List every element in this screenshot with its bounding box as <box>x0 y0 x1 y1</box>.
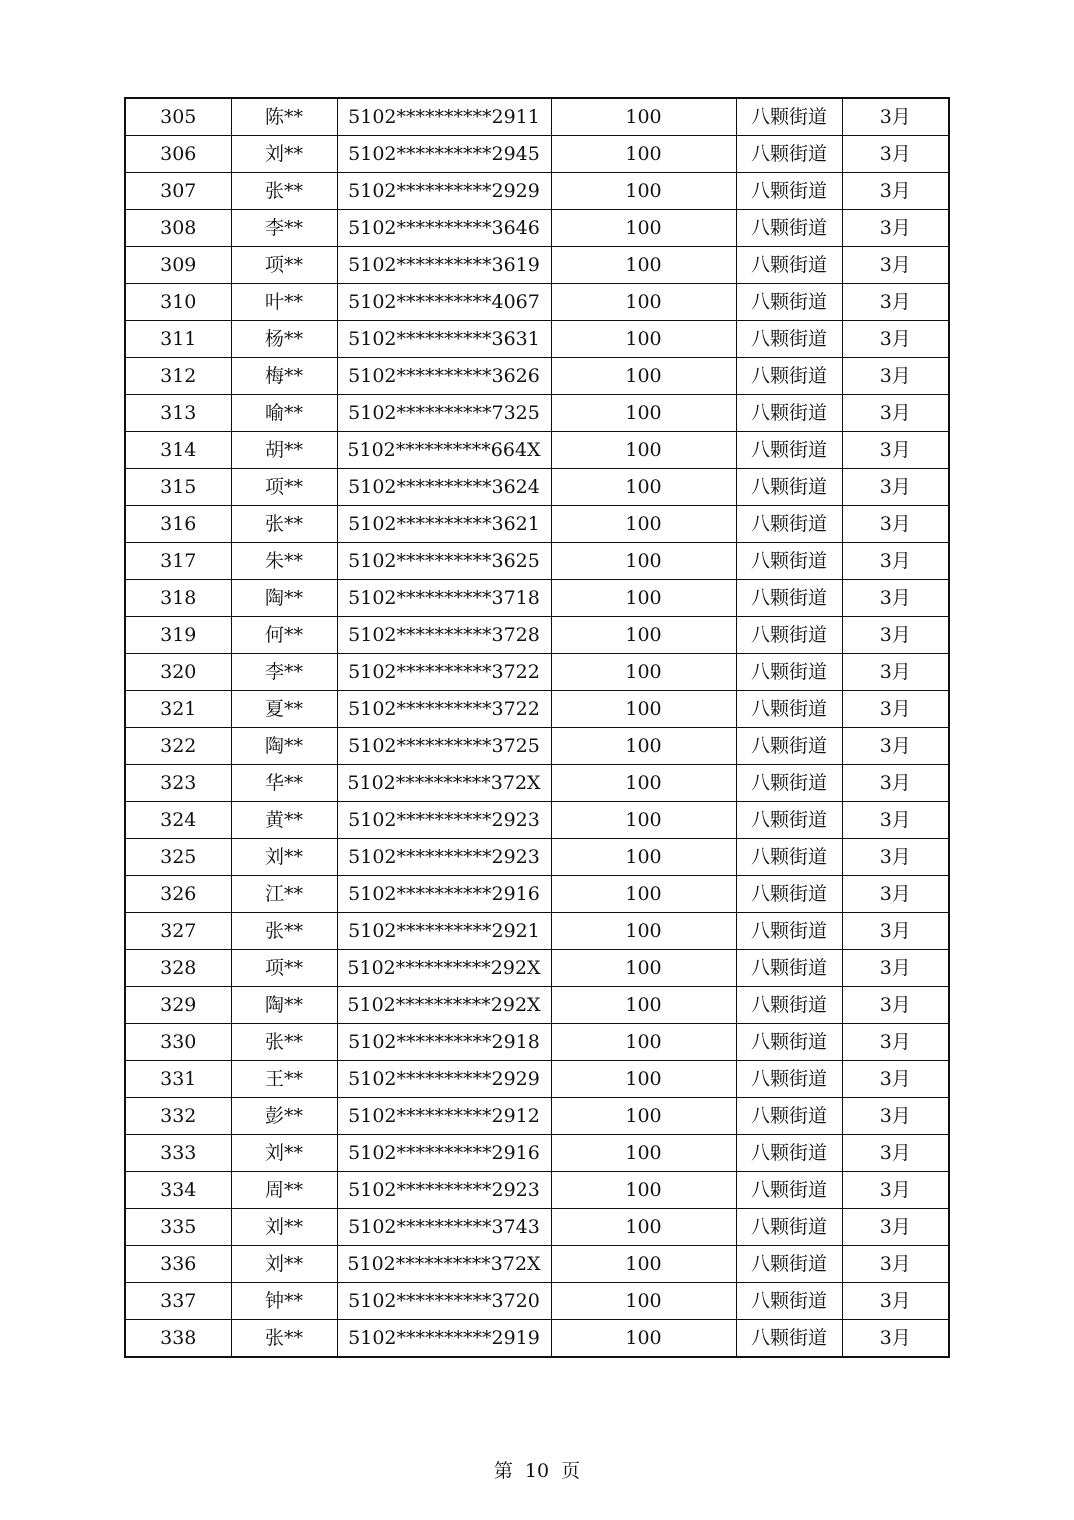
table-row <box>125 839 949 876</box>
serial-number-cell: 336 <box>125 1246 231 1283</box>
table-row <box>125 1320 949 1358</box>
table-row <box>125 1061 949 1098</box>
amount-cell: 100 <box>551 432 736 469</box>
name-cell: 夏** <box>231 691 337 728</box>
table-row <box>125 173 949 210</box>
name-cell: 陶** <box>231 580 337 617</box>
id-number-cell: 5102**********2916 <box>337 876 551 913</box>
table-row <box>125 950 949 987</box>
id-number-cell: 5102**********3722 <box>337 654 551 691</box>
street-cell: 八颗街道 <box>736 1135 842 1172</box>
name-cell: 杨** <box>231 321 337 358</box>
amount-cell: 100 <box>551 1172 736 1209</box>
name-cell: 江** <box>231 876 337 913</box>
name-cell: 项** <box>231 950 337 987</box>
street-cell: 八颗街道 <box>736 802 842 839</box>
serial-number-cell: 320 <box>125 654 231 691</box>
serial-number-cell: 338 <box>125 1320 231 1358</box>
id-number-cell: 5102**********3626 <box>337 358 551 395</box>
table-row <box>125 284 949 321</box>
name-cell: 陈** <box>231 98 337 136</box>
month-cell: 3月 <box>842 210 949 247</box>
street-cell: 八颗街道 <box>736 173 842 210</box>
serial-number-cell: 325 <box>125 839 231 876</box>
street-cell: 八颗街道 <box>736 1098 842 1135</box>
serial-number-cell: 316 <box>125 506 231 543</box>
amount-cell: 100 <box>551 469 736 506</box>
month-cell: 3月 <box>842 691 949 728</box>
table-row <box>125 469 949 506</box>
table-row <box>125 1098 949 1135</box>
table-row <box>125 210 949 247</box>
table-row <box>125 654 949 691</box>
amount-cell: 100 <box>551 543 736 580</box>
id-number-cell: 5102**********292X <box>337 950 551 987</box>
id-number-cell: 5102**********2945 <box>337 136 551 173</box>
table-row <box>125 617 949 654</box>
table-row <box>125 1024 949 1061</box>
month-cell: 3月 <box>842 543 949 580</box>
id-number-cell: 5102**********2916 <box>337 1135 551 1172</box>
month-cell: 3月 <box>842 876 949 913</box>
id-number-cell: 5102**********3646 <box>337 210 551 247</box>
id-number-cell: 5102**********3718 <box>337 580 551 617</box>
amount-cell: 100 <box>551 839 736 876</box>
serial-number-cell: 337 <box>125 1283 231 1320</box>
street-cell: 八颗街道 <box>736 284 842 321</box>
amount-cell: 100 <box>551 728 736 765</box>
table-row <box>125 358 949 395</box>
serial-number-cell: 334 <box>125 1172 231 1209</box>
name-cell: 叶** <box>231 284 337 321</box>
serial-number-cell: 331 <box>125 1061 231 1098</box>
amount-cell: 100 <box>551 284 736 321</box>
street-cell: 八颗街道 <box>736 1320 842 1358</box>
name-cell: 王** <box>231 1061 337 1098</box>
month-cell: 3月 <box>842 432 949 469</box>
id-number-cell: 5102**********2923 <box>337 1172 551 1209</box>
serial-number-cell: 328 <box>125 950 231 987</box>
amount-cell: 100 <box>551 1098 736 1135</box>
street-cell: 八颗街道 <box>736 617 842 654</box>
name-cell: 刘** <box>231 1246 337 1283</box>
name-cell: 张** <box>231 1320 337 1358</box>
month-cell: 3月 <box>842 654 949 691</box>
id-number-cell: 5102**********2911 <box>337 98 551 136</box>
table-row <box>125 1135 949 1172</box>
street-cell: 八颗街道 <box>736 654 842 691</box>
id-number-cell: 5102**********3621 <box>337 506 551 543</box>
id-number-cell: 5102**********3725 <box>337 728 551 765</box>
month-cell: 3月 <box>842 1061 949 1098</box>
table-row <box>125 506 949 543</box>
month-cell: 3月 <box>842 1320 949 1358</box>
serial-number-cell: 307 <box>125 173 231 210</box>
month-cell: 3月 <box>842 98 949 136</box>
serial-number-cell: 313 <box>125 395 231 432</box>
month-cell: 3月 <box>842 1246 949 1283</box>
amount-cell: 100 <box>551 876 736 913</box>
month-cell: 3月 <box>842 987 949 1024</box>
table-row <box>125 1172 949 1209</box>
street-cell: 八颗街道 <box>736 395 842 432</box>
serial-number-cell: 329 <box>125 987 231 1024</box>
month-cell: 3月 <box>842 469 949 506</box>
amount-cell: 100 <box>551 691 736 728</box>
month-cell: 3月 <box>842 950 949 987</box>
month-cell: 3月 <box>842 1098 949 1135</box>
street-cell: 八颗街道 <box>736 1283 842 1320</box>
id-number-cell: 5102**********2912 <box>337 1098 551 1135</box>
street-cell: 八颗街道 <box>736 950 842 987</box>
record-table-body <box>125 98 949 1357</box>
street-cell: 八颗街道 <box>736 728 842 765</box>
page-number: 10 <box>524 1460 550 1482</box>
amount-cell: 100 <box>551 913 736 950</box>
id-number-cell: 5102**********3631 <box>337 321 551 358</box>
month-cell: 3月 <box>842 617 949 654</box>
street-cell: 八颗街道 <box>736 1061 842 1098</box>
name-cell: 彭** <box>231 1098 337 1135</box>
name-cell: 项** <box>231 247 337 284</box>
serial-number-cell: 321 <box>125 691 231 728</box>
table-row <box>125 876 949 913</box>
street-cell: 八颗街道 <box>736 839 842 876</box>
amount-cell: 100 <box>551 765 736 802</box>
id-number-cell: 5102**********3720 <box>337 1283 551 1320</box>
serial-number-cell: 318 <box>125 580 231 617</box>
street-cell: 八颗街道 <box>736 210 842 247</box>
month-cell: 3月 <box>842 136 949 173</box>
id-number-cell: 5102**********372X <box>337 765 551 802</box>
serial-number-cell: 322 <box>125 728 231 765</box>
name-cell: 黄** <box>231 802 337 839</box>
id-number-cell: 5102**********3624 <box>337 469 551 506</box>
amount-cell: 100 <box>551 395 736 432</box>
amount-cell: 100 <box>551 1246 736 1283</box>
street-cell: 八颗街道 <box>736 1024 842 1061</box>
id-number-cell: 5102**********2921 <box>337 913 551 950</box>
amount-cell: 100 <box>551 210 736 247</box>
serial-number-cell: 332 <box>125 1098 231 1135</box>
month-cell: 3月 <box>842 321 949 358</box>
name-cell: 喻** <box>231 395 337 432</box>
amount-cell: 100 <box>551 1283 736 1320</box>
id-number-cell: 5102**********3722 <box>337 691 551 728</box>
street-cell: 八颗街道 <box>736 987 842 1024</box>
amount-cell: 100 <box>551 802 736 839</box>
month-cell: 3月 <box>842 802 949 839</box>
table-row <box>125 543 949 580</box>
amount-cell: 100 <box>551 173 736 210</box>
serial-number-cell: 309 <box>125 247 231 284</box>
name-cell: 张** <box>231 506 337 543</box>
amount-cell: 100 <box>551 580 736 617</box>
name-cell: 刘** <box>231 1135 337 1172</box>
id-number-cell: 5102**********3743 <box>337 1209 551 1246</box>
name-cell: 何** <box>231 617 337 654</box>
amount-cell: 100 <box>551 247 736 284</box>
month-cell: 3月 <box>842 1024 949 1061</box>
amount-cell: 100 <box>551 136 736 173</box>
page-footer-prefix: 第 <box>493 1460 513 1482</box>
month-cell: 3月 <box>842 1172 949 1209</box>
serial-number-cell: 324 <box>125 802 231 839</box>
serial-number-cell: 333 <box>125 1135 231 1172</box>
table-row <box>125 1209 949 1246</box>
serial-number-cell: 308 <box>125 210 231 247</box>
street-cell: 八颗街道 <box>736 1172 842 1209</box>
id-number-cell: 5102**********2923 <box>337 802 551 839</box>
id-number-cell: 5102**********2923 <box>337 839 551 876</box>
month-cell: 3月 <box>842 284 949 321</box>
table-row <box>125 136 949 173</box>
name-cell: 钟** <box>231 1283 337 1320</box>
id-number-cell: 5102**********292X <box>337 987 551 1024</box>
street-cell: 八颗街道 <box>736 432 842 469</box>
name-cell: 朱** <box>231 543 337 580</box>
table-row <box>125 802 949 839</box>
id-number-cell: 5102**********4067 <box>337 284 551 321</box>
page-footer-suffix: 页 <box>561 1460 581 1482</box>
id-number-cell: 5102**********3619 <box>337 247 551 284</box>
serial-number-cell: 312 <box>125 358 231 395</box>
month-cell: 3月 <box>842 728 949 765</box>
serial-number-cell: 319 <box>125 617 231 654</box>
page-footer <box>0 1456 1074 1483</box>
record-table <box>124 97 950 1358</box>
amount-cell: 100 <box>551 1024 736 1061</box>
serial-number-cell: 335 <box>125 1209 231 1246</box>
serial-number-cell: 311 <box>125 321 231 358</box>
name-cell: 周** <box>231 1172 337 1209</box>
street-cell: 八颗街道 <box>736 506 842 543</box>
table-row <box>125 728 949 765</box>
table-row <box>125 987 949 1024</box>
street-cell: 八颗街道 <box>736 1246 842 1283</box>
name-cell: 项** <box>231 469 337 506</box>
serial-number-cell: 323 <box>125 765 231 802</box>
id-number-cell: 5102**********7325 <box>337 395 551 432</box>
amount-cell: 100 <box>551 506 736 543</box>
street-cell: 八颗街道 <box>736 580 842 617</box>
table-row <box>125 98 949 136</box>
table-row <box>125 580 949 617</box>
table-row <box>125 321 949 358</box>
street-cell: 八颗街道 <box>736 691 842 728</box>
month-cell: 3月 <box>842 1209 949 1246</box>
amount-cell: 100 <box>551 987 736 1024</box>
table-row <box>125 395 949 432</box>
serial-number-cell: 327 <box>125 913 231 950</box>
id-number-cell: 5102**********2919 <box>337 1320 551 1358</box>
table-row <box>125 913 949 950</box>
name-cell: 张** <box>231 173 337 210</box>
table-row <box>125 1246 949 1283</box>
serial-number-cell: 315 <box>125 469 231 506</box>
id-number-cell: 5102**********2929 <box>337 173 551 210</box>
street-cell: 八颗街道 <box>736 913 842 950</box>
id-number-cell: 5102**********3728 <box>337 617 551 654</box>
month-cell: 3月 <box>842 173 949 210</box>
month-cell: 3月 <box>842 580 949 617</box>
table-row <box>125 1283 949 1320</box>
street-cell: 八颗街道 <box>736 247 842 284</box>
month-cell: 3月 <box>842 358 949 395</box>
name-cell: 陶** <box>231 728 337 765</box>
name-cell: 张** <box>231 913 337 950</box>
month-cell: 3月 <box>842 1135 949 1172</box>
table-row <box>125 432 949 469</box>
name-cell: 刘** <box>231 839 337 876</box>
month-cell: 3月 <box>842 395 949 432</box>
month-cell: 3月 <box>842 1283 949 1320</box>
amount-cell: 100 <box>551 1135 736 1172</box>
street-cell: 八颗街道 <box>736 321 842 358</box>
amount-cell: 100 <box>551 358 736 395</box>
table-row <box>125 691 949 728</box>
name-cell: 陶** <box>231 987 337 1024</box>
name-cell: 李** <box>231 654 337 691</box>
month-cell: 3月 <box>842 913 949 950</box>
amount-cell: 100 <box>551 1209 736 1246</box>
name-cell: 刘** <box>231 136 337 173</box>
name-cell: 刘** <box>231 1209 337 1246</box>
id-number-cell: 5102**********3625 <box>337 543 551 580</box>
serial-number-cell: 310 <box>125 284 231 321</box>
name-cell: 梅** <box>231 358 337 395</box>
amount-cell: 100 <box>551 654 736 691</box>
street-cell: 八颗街道 <box>736 469 842 506</box>
table-row <box>125 247 949 284</box>
street-cell: 八颗街道 <box>736 765 842 802</box>
amount-cell: 100 <box>551 1061 736 1098</box>
street-cell: 八颗街道 <box>736 876 842 913</box>
serial-number-cell: 326 <box>125 876 231 913</box>
month-cell: 3月 <box>842 839 949 876</box>
id-number-cell: 5102**********372X <box>337 1246 551 1283</box>
amount-cell: 100 <box>551 617 736 654</box>
name-cell: 胡** <box>231 432 337 469</box>
month-cell: 3月 <box>842 765 949 802</box>
amount-cell: 100 <box>551 321 736 358</box>
street-cell: 八颗街道 <box>736 1209 842 1246</box>
name-cell: 张** <box>231 1024 337 1061</box>
serial-number-cell: 306 <box>125 136 231 173</box>
id-number-cell: 5102**********2929 <box>337 1061 551 1098</box>
serial-number-cell: 314 <box>125 432 231 469</box>
name-cell: 李** <box>231 210 337 247</box>
street-cell: 八颗街道 <box>736 98 842 136</box>
id-number-cell: 5102**********664X <box>337 432 551 469</box>
id-number-cell: 5102**********2918 <box>337 1024 551 1061</box>
serial-number-cell: 330 <box>125 1024 231 1061</box>
street-cell: 八颗街道 <box>736 136 842 173</box>
month-cell: 3月 <box>842 506 949 543</box>
table-row <box>125 765 949 802</box>
serial-number-cell: 317 <box>125 543 231 580</box>
amount-cell: 100 <box>551 1320 736 1358</box>
serial-number-cell: 305 <box>125 98 231 136</box>
street-cell: 八颗街道 <box>736 358 842 395</box>
name-cell: 华** <box>231 765 337 802</box>
month-cell: 3月 <box>842 247 949 284</box>
amount-cell: 100 <box>551 950 736 987</box>
street-cell: 八颗街道 <box>736 543 842 580</box>
amount-cell: 100 <box>551 98 736 136</box>
